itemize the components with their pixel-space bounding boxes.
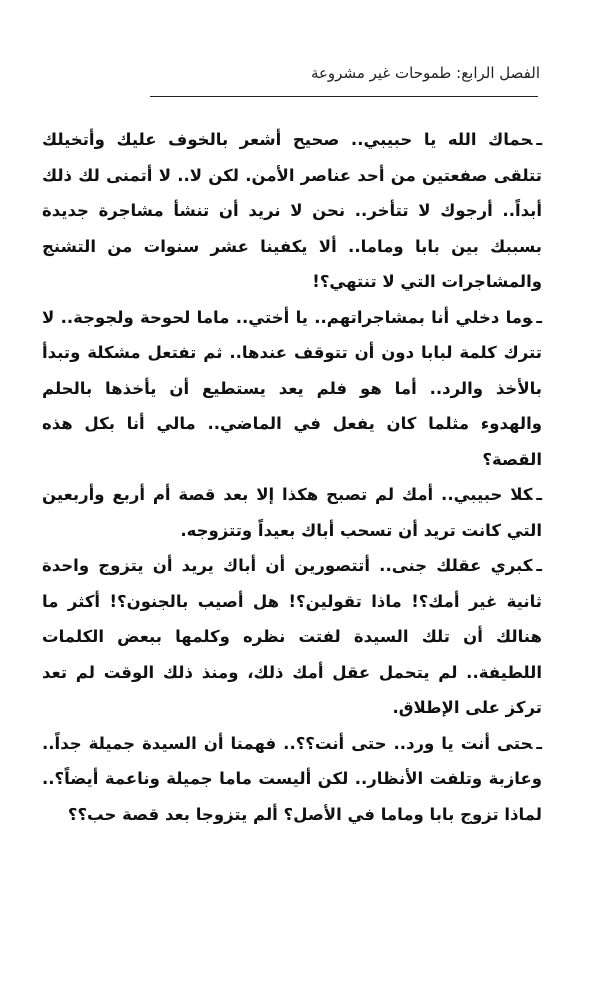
- paragraph-text: وما دخلي أنا بمشاجراتهم.. يا أختي.. ماما لحوحة ولجوجة.. لا تترك كلمة لبابا دون أن تتوقف عندها.. ثم تفتعل مشكلة وتبدأ بالأخذ والرد.. أما هو فلم يعد يستطيع أن يأخذها بالحلم والهدوء مثلما كان يفعل في الماضي.. مالي أنا بكل هذه القصة؟: [42, 307, 542, 469]
- dialogue-paragraph-2: [42, 300, 542, 478]
- dialogue-dash: ـ: [536, 733, 542, 753]
- dialogue-paragraph-3: [42, 477, 542, 548]
- dialogue-paragraph-1: [42, 122, 542, 300]
- dialogue-paragraph-4: [42, 548, 542, 726]
- dialogue-dash: ـ: [536, 307, 542, 327]
- header-divider: [150, 96, 538, 97]
- chapter-running-header: الفصل الرابع: طموحات غير مشروعة: [310, 64, 540, 82]
- paragraph-text: حتى أنت يا ورد.. حتى أنت؟؟.. فهمنا أن السيدة جميلة جداً.. وعازبة وتلفت الأنظار.. لكن أليست ماما جميلة وناعمة أيضاً؟.. لماذا تزوج بابا وماما في الأصل؟ ألم يتزوجا بعد قصة حب؟؟: [42, 733, 542, 824]
- body-text: [42, 122, 542, 832]
- paragraph-text: كلا حبيبي.. أمك لم تصبح هكذا إلا بعد قصة أم أربع وأربعين التي كانت تريد أن تسحب أباك بعيداً وتتزوجه.: [42, 485, 542, 540]
- dialogue-dash: ـ: [536, 485, 542, 504]
- dialogue-dash: ـ: [536, 130, 542, 149]
- paragraph-text: كبري عقلك جنى.. أتتصورين أن أباك يريد أن يتزوج واحدة ثانية غير أمك؟! ماذا تقولين؟! هل أصيب بالجنون؟! أكثر ما هنالك أن تلك السيدة لفتت نظره وكلمها ببعض الكلمات اللطيفة.. لم يتحمل عقل أمك ذلك، ومنذ ذلك الوقت لم تعد تركز على الإطلاق.: [42, 556, 542, 717]
- paragraph-text: حماك الله يا حبيبي.. صحيح أشعر بالخوف عليك وأتخيلك تتلقى صفعتين من أحد عناصر الأمن. لكن لا.. لا أتمنى لك ذلك أبداً.. أرجوك لا تتأخر.. نحن لا نريد أن تنشأ مشاجرة جديدة بسببك بين بابا وماما.. ألا يكفينا عشر سنوات من التشنج والمشاجرات التي لا تنتهي؟!: [42, 130, 542, 291]
- dialogue-dash: ـ: [536, 556, 542, 575]
- dialogue-paragraph-5: [42, 726, 542, 833]
